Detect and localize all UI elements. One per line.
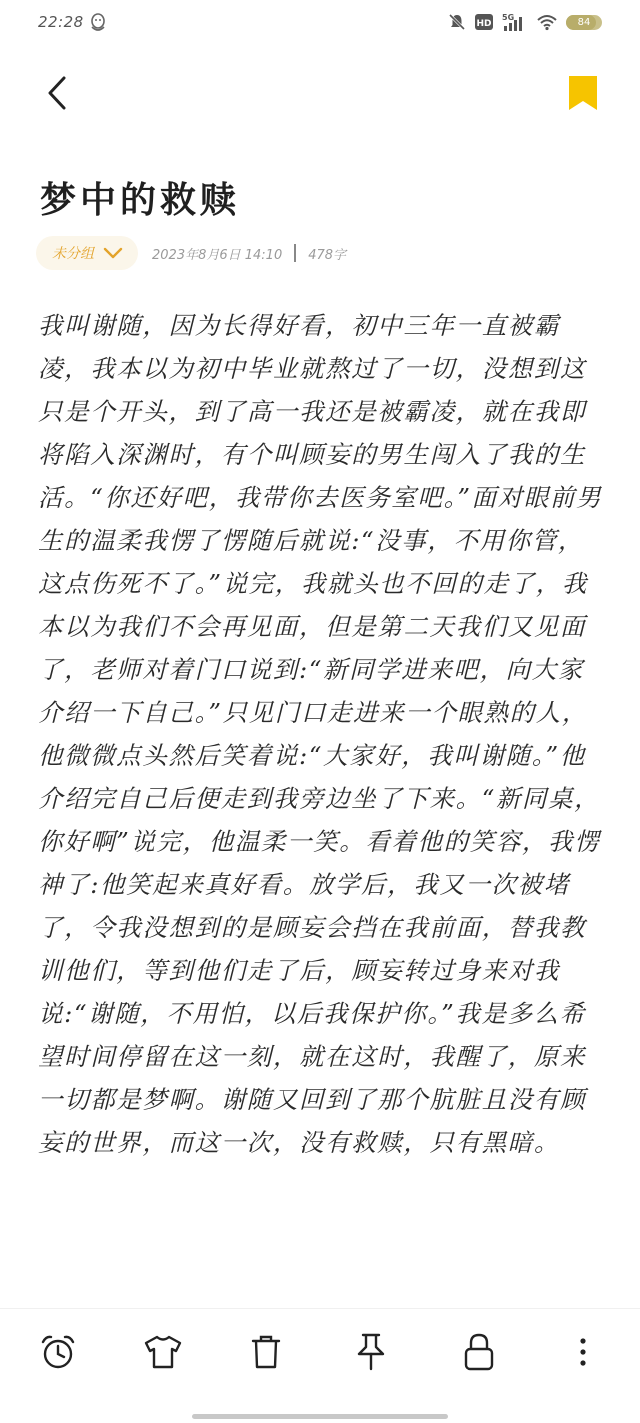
pin-button[interactable] [351,1332,391,1372]
back-arrow-icon [40,70,80,116]
reminder-button[interactable] [38,1332,78,1372]
note-body[interactable]: 我叫谢随，因为长得好看，初中三年一直被霸凌，我本以为初中毕业就熬过了一切，没想到这只是个开头，到了高一我还是被霸凌，就在我即将陷入深渊时，有个叫顾妄的男生闯入了我的生活。“你还好吧，我带你去医务室吧。”面对眼前男生的温柔我愣了愣随后就说:“没事，不用你管，这点伤死不了。”说完，我就头也不回的走了，我本以为我们不会再见面，但是第二天我们又见面了，老师对着门口说到:“新同学进来吧，向大家介绍一下自己。”只见门口走进来一个眼熟的人，他微微点头然后笑着说:“大家好，我叫谢随。”他介绍完自己后便走到我旁边坐了下来。“新同桌，你好啊”说完，他温柔一笑。看着他的笑容，我愣神了:他笑起来真好看。放学后，我又一次被堵了，令我没想到的是顾妄会挡在我前面，替我教训他们，等到他们走了后，顾妄转过身来对我说:“谢随，不用怕，以后我保护你。”我是多么希望时间停留在这一刻，就在这时，我醒了，原来一切都是梦啊。谢随又回到了那个肮脏且没有顾妄的世界，而这一次，没有救赎，只有黑暗。 [38,311,603,1157]
lock-icon [462,1332,496,1372]
back-button[interactable] [40,70,80,116]
wifi-icon [536,13,558,31]
battery-level: 84 [577,16,591,28]
pin-icon [353,1332,389,1372]
delete-button[interactable] [246,1332,286,1372]
bookmark-button[interactable] [567,74,599,112]
more-button[interactable] [563,1332,603,1372]
shirt-icon [143,1334,183,1370]
word-count: 478字 [308,247,347,263]
category-label: 未分组 [52,246,94,262]
category-selector[interactable] [36,236,138,270]
lock-button[interactable] [459,1332,499,1372]
signal-icon [502,12,528,32]
network-label: 5G [502,13,515,22]
note-date: 2023年8月6日 14:10 [152,247,283,263]
hd-icon [474,13,494,31]
bottom-toolbar [0,1320,640,1384]
mute-icon [448,13,466,31]
chevron-down-icon [102,246,124,260]
note-meta [36,236,346,270]
qq-icon [88,12,108,34]
home-indicator[interactable] [192,1414,448,1419]
meta-divider [294,244,296,262]
alarm-clock-icon [39,1333,77,1371]
theme-button[interactable] [143,1332,183,1372]
trash-icon [248,1333,284,1371]
hd-label: HD [476,19,492,29]
battery-icon [566,15,602,30]
status-bar [0,0,640,50]
more-icon [563,1332,603,1372]
status-time: 22:28 [38,13,84,31]
bookmark-icon [567,74,599,112]
note-title[interactable]: 梦中的救赎 [40,179,241,221]
status-icons [448,12,602,32]
toolbar-divider [0,1308,640,1309]
